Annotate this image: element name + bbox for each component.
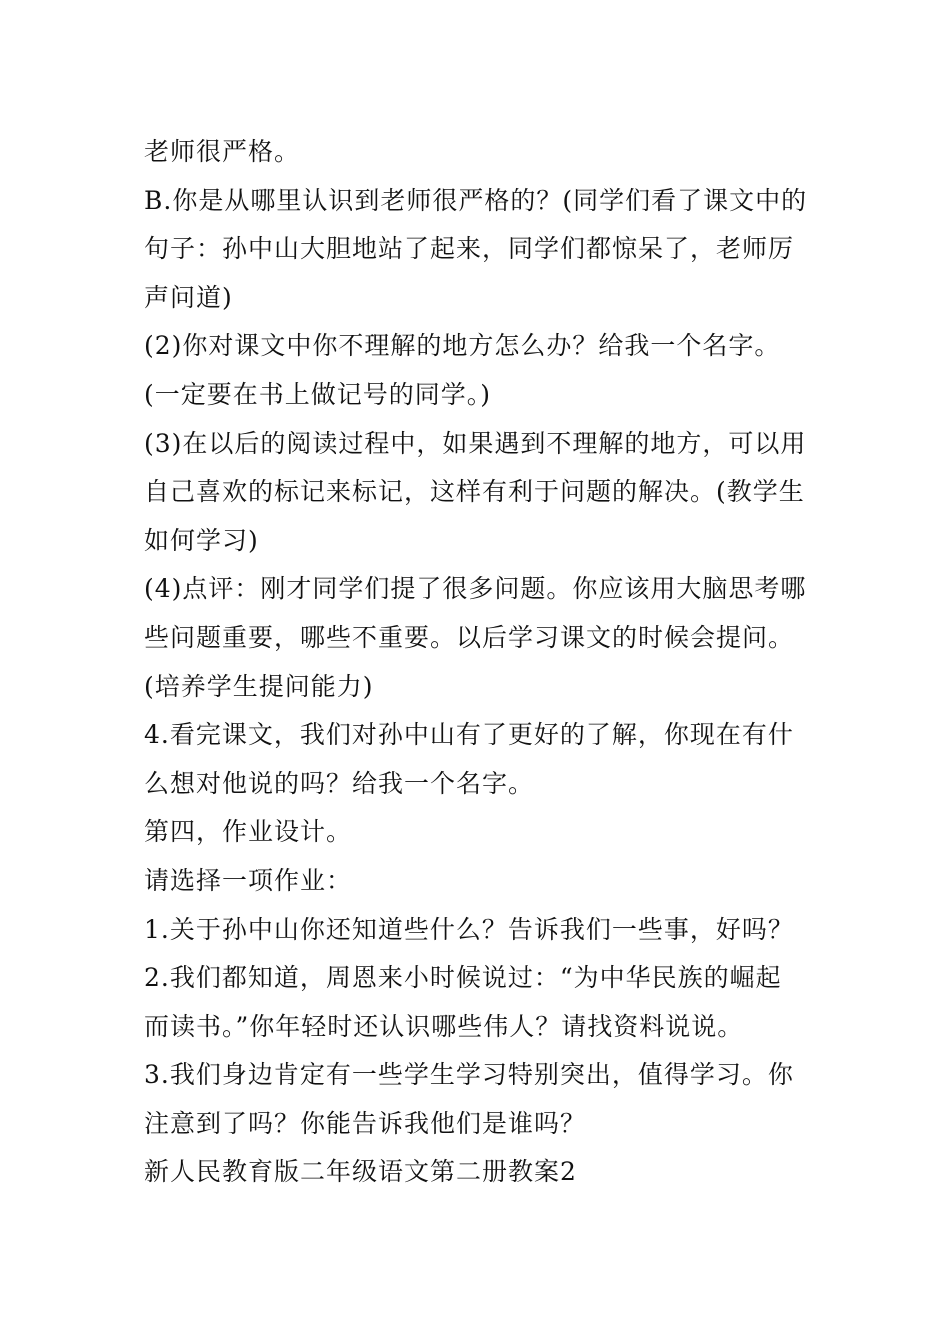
text-line: 注意到了吗？你能告诉我他们是谁吗？: [144, 1108, 587, 1138]
text-line: 请选择一项作业：: [144, 865, 353, 895]
text-line: (3)在以后的阅读过程中，如果遇到不理解的地方，可以用: [144, 428, 807, 458]
text-line: 2.我们都知道，周恩来小时候说过：“为中华民族的崛起: [144, 963, 782, 993]
text-line: 些问题重要，哪些不重要。以后学习课文的时候会提问。: [144, 622, 795, 652]
document-title: 新人民教育版二年级语文第二册教案2: [144, 1157, 577, 1187]
text-line: 而读书。”你年轻时还认识哪些伟人？请找资料说说。: [144, 1011, 744, 1041]
text-line: 句子：孙中山大胆地站了起来，同学们都惊呆了，老师厉: [144, 234, 795, 264]
text-line: 么想对他说的吗？给我一个名字。: [144, 768, 535, 798]
text-line: 老师很严格。: [144, 137, 301, 166]
text-line: 如何学习): [144, 525, 259, 555]
document-body: [144, 128, 812, 1197]
section-heading: 第四，作业设计。: [144, 817, 353, 847]
text-line: 声问道): [144, 282, 233, 312]
text-line: (2)你对课文中你不理解的地方怎么办？给我一个名字。: [144, 331, 781, 361]
text-line: B.你是从哪里认识到老师很严格的？(同学们看了课文中的: [144, 185, 808, 215]
text-line: (一定要在书上做记号的同学。): [144, 379, 492, 409]
text-line: (4)点评：刚才同学们提了很多问题。你应该用大脑思考哪: [144, 574, 807, 604]
text-line: 自己喜欢的标记来标记，这样有利于问题的解决。(教学生: [144, 477, 805, 507]
text-line: 3.我们身边肯定有一些学生学习特别突出，值得学习。你: [144, 1060, 794, 1090]
text-line: 1.关于孙中山你还知道些什么？告诉我们一些事，好吗？: [144, 914, 794, 944]
text-line: 4.看完课文，我们对孙中山有了更好的了解，你现在有什: [144, 720, 794, 750]
text-line: (培养学生提问能力): [144, 671, 374, 701]
